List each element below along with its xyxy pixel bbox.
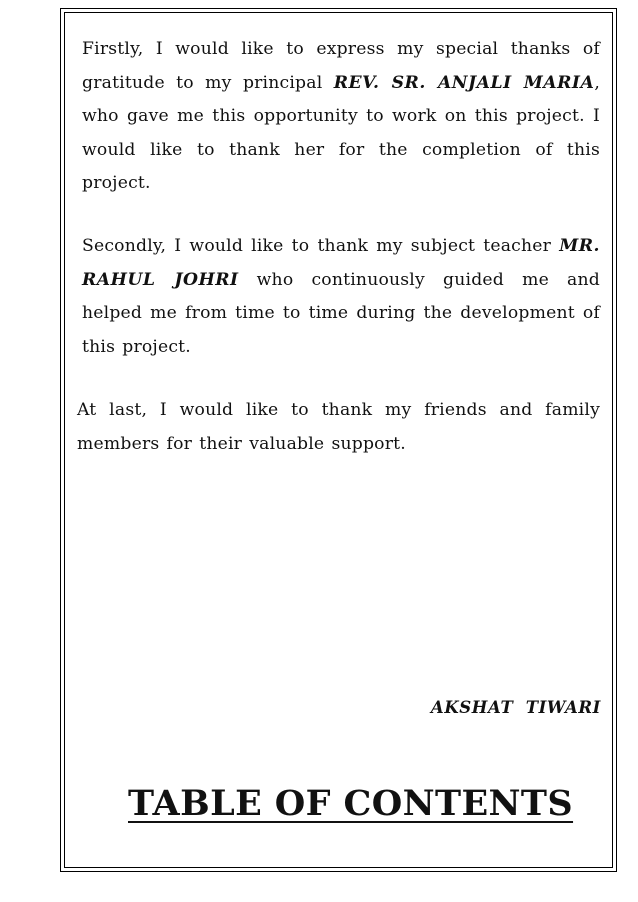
paragraph-text: Secondly, I would like to thank my subject teacher [82,236,560,256]
acknowledgement-paragraph-family: At last, I would like to thank my friends and family members for their valuable support. [77,400,600,454]
acknowledgement-paragraph-teacher [82,230,600,364]
paragraph-text: who continuously guided me and helped me from time to time during the development of this project. [82,269,600,357]
author-signature: AKSHAT TIWARI [430,698,601,717]
paragraph-text: Firstly, I would like to express my special thanks of gratitude to my principal [82,39,600,93]
paragraph-text: , who gave me this opportunity to work on this project. I would like to thank her for the completion of this project. [82,72,600,193]
acknowledgement-paragraph-principal [82,33,600,201]
teacher-name: MR. RAHUL JOHRI [82,236,600,290]
table-of-contents-heading: TABLE OF CONTENTS [128,783,574,824]
principal-name: REV. SR. ANJALI MARIA [333,72,595,93]
